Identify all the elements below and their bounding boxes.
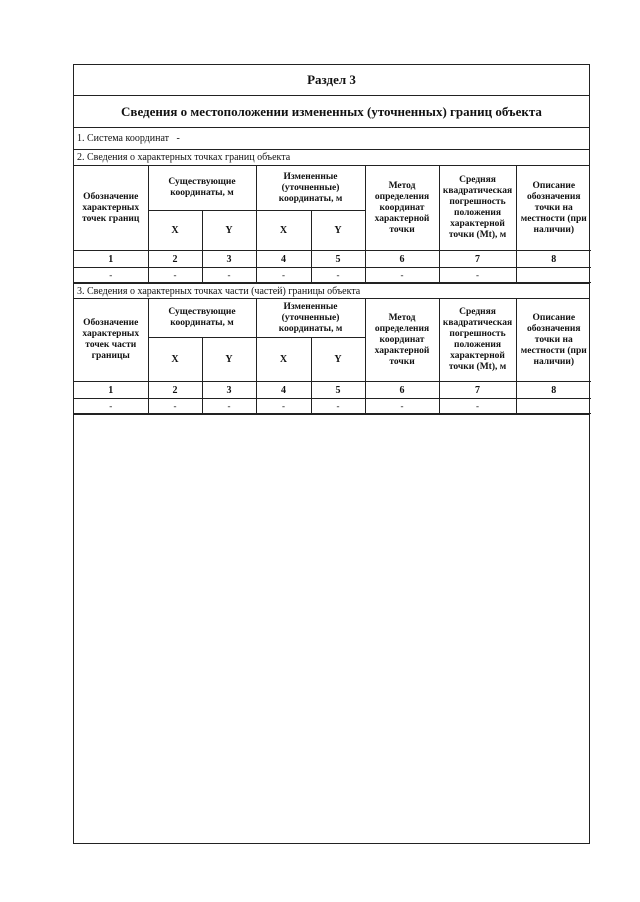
table1-col-number: 8 bbox=[516, 251, 591, 268]
document-sheet bbox=[73, 64, 590, 844]
table2-cell: - bbox=[256, 399, 311, 414]
table1-header-changed-x: X bbox=[256, 211, 311, 251]
table2-header-description: Описание обозначения точки на местности (при наличии) bbox=[516, 299, 591, 382]
table2-col-number: 4 bbox=[256, 382, 311, 399]
table1-header-existing-x: X bbox=[148, 211, 202, 251]
table1-col-number: 5 bbox=[311, 251, 365, 268]
table2-col-number: 1 bbox=[74, 382, 148, 399]
table2-header-error: Средняя квадратическая погрешность положения характерной точки (Mt), м bbox=[439, 299, 516, 382]
table2-col-number: 5 bbox=[311, 382, 365, 399]
table1-cell: - bbox=[202, 268, 256, 283]
table2-col-number: 6 bbox=[365, 382, 439, 399]
coordinate-system-label: 1. Система координат bbox=[77, 133, 170, 144]
table2 bbox=[74, 299, 591, 414]
coordinate-system-line bbox=[74, 128, 589, 150]
table2-cell: - bbox=[148, 399, 202, 414]
table2-cell: - bbox=[365, 399, 439, 414]
table1-header-existing-y: Y bbox=[202, 211, 256, 251]
table1-cell: - bbox=[148, 268, 202, 283]
table2-col-number: 2 bbox=[148, 382, 202, 399]
table1 bbox=[74, 166, 591, 283]
table2-number-row bbox=[74, 382, 591, 399]
table1-col-number: 1 bbox=[74, 251, 148, 268]
table-row bbox=[74, 268, 591, 283]
table2-cell: - bbox=[311, 399, 365, 414]
table2-caption: 3. Сведения о характерных точках части (частей) границы объекта bbox=[74, 283, 589, 299]
table1-cell: - bbox=[311, 268, 365, 283]
coordinate-system-value: - bbox=[176, 133, 180, 144]
table2-header-designation: Обозначение характерных точек части границы bbox=[74, 299, 148, 382]
table1-header-method: Метод определения координат характерной точки bbox=[365, 166, 439, 251]
table1-col-number: 7 bbox=[439, 251, 516, 268]
table2-cell: - bbox=[74, 399, 148, 414]
table1-col-number: 3 bbox=[202, 251, 256, 268]
table2-cell bbox=[516, 399, 591, 414]
table-row bbox=[74, 399, 591, 414]
table1-header-changed-y: Y bbox=[311, 211, 365, 251]
table2-cell: - bbox=[439, 399, 516, 414]
table2-header-changed: Измененные (уточненные) координаты, м bbox=[256, 299, 365, 338]
table1-number-row bbox=[74, 251, 591, 268]
table1-caption: 2. Сведения о характерных точках границ объекта bbox=[74, 150, 589, 166]
table2-header-changed-y: Y bbox=[311, 338, 365, 382]
table2-header-method: Метод определения координат характерной точки bbox=[365, 299, 439, 382]
table2-header-existing: Существующие координаты, м bbox=[148, 299, 256, 338]
table1-header-error: Средняя квадратическая погрешность положения характерной точки (Mt), м bbox=[439, 166, 516, 251]
table1-cell: - bbox=[74, 268, 148, 283]
table1-col-number: 6 bbox=[365, 251, 439, 268]
table1-cell bbox=[516, 268, 591, 283]
table1-header-description: Описание обозначения точки на местности (при наличии) bbox=[516, 166, 591, 251]
section-subtitle: Сведения о местоположении измененных (уточненных) границ объекта bbox=[74, 96, 589, 128]
table2-header-existing-x: X bbox=[148, 338, 202, 382]
table1-header-changed: Измененные (уточненные) координаты, м bbox=[256, 166, 365, 211]
table1-col-number: 2 bbox=[148, 251, 202, 268]
table2-col-number: 3 bbox=[202, 382, 256, 399]
table1-cell: - bbox=[365, 268, 439, 283]
table1-cell: - bbox=[439, 268, 516, 283]
table1-cell: - bbox=[256, 268, 311, 283]
table2-col-number: 8 bbox=[516, 382, 591, 399]
table2-header-existing-y: Y bbox=[202, 338, 256, 382]
table1-header-existing: Существующие координаты, м bbox=[148, 166, 256, 211]
table1-col-number: 4 bbox=[256, 251, 311, 268]
empty-area bbox=[74, 414, 589, 415]
table2-col-number: 7 bbox=[439, 382, 516, 399]
section-title: Раздел 3 bbox=[74, 65, 589, 96]
table2-cell: - bbox=[202, 399, 256, 414]
table1-header-designation: Обозначение характерных точек границ bbox=[74, 166, 148, 251]
table2-header-changed-x: X bbox=[256, 338, 311, 382]
